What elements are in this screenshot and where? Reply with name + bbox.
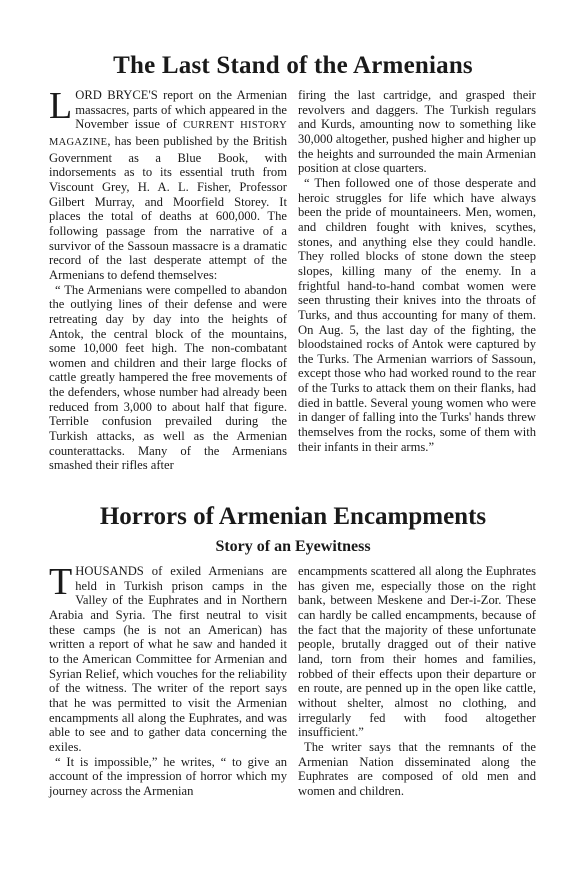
- article1-paragraph-2-continued: firing the last cartridge, and grasped their revolvers and daggers. The Turkish regulars and Kurds, amounting now to something like 30,000 altogether, pushed higher and higher up the heights and surrounded the main Armenian position at close quarters.: [298, 88, 536, 176]
- article2-paragraph-3: The writer says that the remnants of the Armenian Nation disseminated along the Euphrates are composed of old men and women and children.: [298, 739, 536, 798]
- article2-column-right: [298, 564, 536, 799]
- article-subtitle: Story of an Eyewitness: [215, 538, 371, 555]
- article1-column-right: [298, 88, 536, 454]
- paragraph-text: , has been published by the British Government as a Blue Book, with indorsements as to its essential truth from Viscount Grey, H. A. L. Fisher, Professor Gilbert Murray, and Moorfield Storey. It places the total of deaths at 600,000. The following passage from the narrative of a survivor of the Sassoun massacre is a dramatic record of the last desperate attempt of the Armenians to defend themselves:: [49, 133, 287, 282]
- article1-paragraph-2: “ The Armenians were compelled to abandon the outlying lines of their defense and were retreating day by day into the heights of Antok, the central block of the mountains, some 10,000 feet high. The non-combatant women and children and their large flocks of cattle greatly hampered the free movements of the defenders, whose number had already been reduced from 3,000 to about half that figure. Terrible confusion prevailed during the Turkish attacks, as well as the Armenian counterattacks. Many of the Armenians smashed their rifles after: [49, 282, 287, 473]
- article-title: Horrors of Armenian Encampments: [99, 503, 487, 530]
- paragraph-text: ORD BRYCE'S report on the Armenian massacres, parts of which appeared in the November issue of: [75, 88, 287, 132]
- article2-paragraph-2: “ It is impossible,” he writes, “ to give an account of the impression of horror which my journey across the Armenian: [49, 754, 287, 798]
- article2-column-left: [49, 561, 287, 799]
- article2-paragraph-1: [49, 561, 287, 755]
- drop-cap: L: [49, 85, 73, 127]
- article1-paragraph-1: [49, 85, 288, 283]
- paragraph-text: HOUSANDS of exiled Armenians are held in Turkish prison camps in the Valley of the Euphrates and in Northern Arabia and Syria. The first neutral to visit these camps (he is not an American) has written a report of what he saw and handed it to the American Committee for Armenian and Syrian Relief, which vouches for the reliability of the witness. The writer of the report says that he was permitted to visit the Armenian encampments all along the Euphrates, and was able to see and to gather data concerning the exiles.: [49, 564, 287, 754]
- article2-paragraph-2-continued: encampments scattered all along the Euphrates has given me, especially those on the right bank, between Meskene and Der-i-Zor. These can hardly be called encampments, because of the fact that the majority of these unfortunate people, brutally dragged out of their native land, torn from their homes and families, robbed of their effects upon their departure or en route, are penned up in the open like cattle, without shelter, almost no clothing, and irregularly fed with food altogether insufficient.”: [298, 564, 536, 740]
- article1-column-left: [49, 85, 288, 473]
- article1-paragraph-3: “ Then followed one of those desperate and heroic struggles for life which have always been the pride of mountaineers. Men, women, and children fought with knives, scythes, stones, and anything else they could handle. They rolled blocks of stone down the steep slopes, killing many of the enemy. In a frightful hand-to-hand combat women were seen thrusting their knives into the throats of Turks, and thus accounting for many of them. On Aug. 5, the last day of the fighting, the bloodstained rocks of Antok were captured by the Turks. The Armenian warriors of Sassoun, except those who had worked round to the rear of the Turks to attack them on their flanks, had died in battle. Several young women who were in danger of falling into the Turks' hands threw themselves from the rocks, some of them with their infants in their arms.”: [298, 175, 536, 454]
- drop-cap: T: [49, 561, 73, 603]
- article-title: The Last Stand of the Armenians: [113, 52, 473, 79]
- magazine-name: CURRENT HISTORY MAGAZINE: [49, 120, 288, 148]
